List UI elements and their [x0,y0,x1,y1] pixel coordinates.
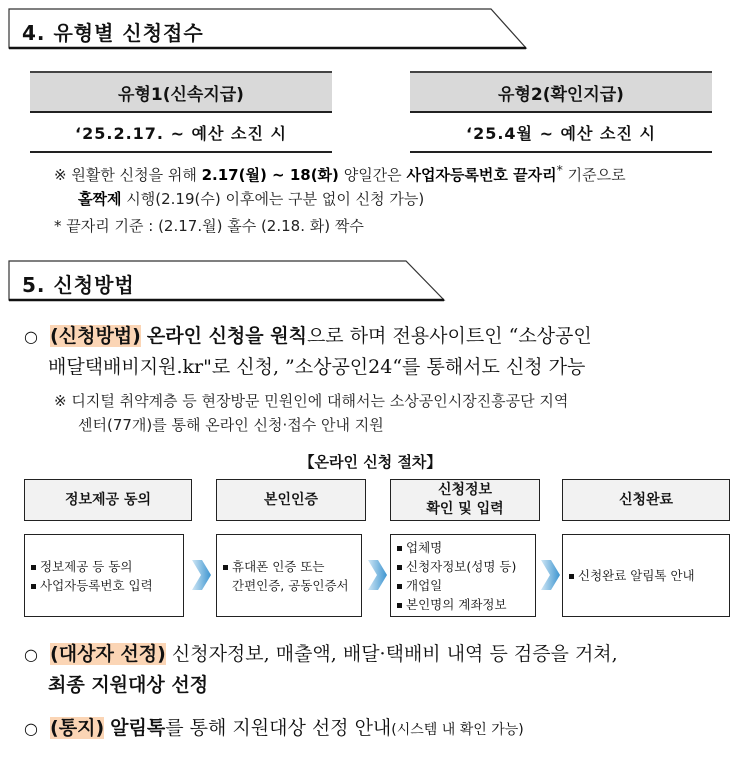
flow-title: 【온라인 신청 절차】 [299,453,442,471]
list-item: 신청자정보(성명 등) [397,557,529,576]
type2-header: 유형2(확인지급) [410,71,712,113]
step-complete-head: 신청완료 [562,479,730,521]
section-5-header [8,260,528,302]
section-4-header [8,8,528,50]
chevron-right-icon [366,560,388,590]
type1-period: ‘25.2.17. ~ 예산 소진 시 [30,113,332,153]
type1-box [30,71,332,153]
step-auth-head: 본인인증 [216,479,366,521]
selection-bullet: ○ (대상자 선정) 신청자정보, 매출액, 배달·택배비 내역 등 검증을 거쳐, 최종 지원대상 선정 [24,639,736,700]
section-5-title: 5. 신청방법 [22,273,135,297]
digit-criteria-note: * 끝자리 기준 : (2.17.월) 홀수 (2.18. 화) 짝수 [54,217,364,235]
type2-box [410,71,712,153]
support-note: ※ 디지털 취약계층 등 현장방문 민원인에 대해서는 소상공인시장진흥공단 지역 센터(77개)를 통해 온라인 신청·접수 안내 지원 [54,392,569,434]
chevron-right-icon [190,560,212,590]
method-bullet: ○ (신청방법) 온라인 신청을 원칙으로 하며 전용사이트인 “소상공인 배달택배비지원.kr"로 신청, ”소상공인24“를 통해서도 신청 가능 [24,321,736,382]
schedule-note: ※ 원활한 신청을 위해 2.17(월) ~ 18(화) 양일간은 사업자등록번호 끝자리* 기준으로 홀짝제 시행(2.19(수) 이후에는 구분 없이 신청 가능) [54,162,626,208]
list-item: 개업일 [397,576,529,595]
list-item: 간편인증, 공동인증서 [232,577,349,593]
type1-header: 유형1(신속지급) [30,71,332,113]
list-item: 사업자등록번호 입력 [31,576,177,595]
step-auth-body [216,534,362,617]
step-info-body [390,534,536,617]
selection-label: (대상자 선정) [50,643,166,665]
list-item: 본인명의 계좌정보 [397,595,529,614]
bullet-circle-icon: ○ [24,719,38,738]
notice-label: (통지) [50,717,105,739]
type2-period: ‘25.4월 ~ 예산 소진 시 [410,113,712,153]
list-item: 업체명 [397,538,529,557]
list-item: 정보제공 등 동의 [31,557,177,576]
list-item: 신청완료 알림톡 안내 [569,566,723,585]
list-item: 휴대폰 인증 또는 [223,557,355,576]
step-consent-body [24,534,184,617]
notice-bullet: ○ (통지) 알림톡를 통해 지원대상 선정 안내(시스템 내 확인 가능) [24,713,736,745]
method-label: (신청방법) [50,325,141,347]
step-consent-head: 정보제공 동의 [24,479,192,521]
chevron-right-icon [539,560,561,590]
step-complete-body [562,534,730,617]
bullet-circle-icon: ○ [24,645,38,664]
step-info-head: 신청정보 확인 및 입력 [390,479,540,521]
section-4-title: 4. 유형별 신청접수 [22,21,204,45]
bullet-circle-icon: ○ [24,327,38,346]
